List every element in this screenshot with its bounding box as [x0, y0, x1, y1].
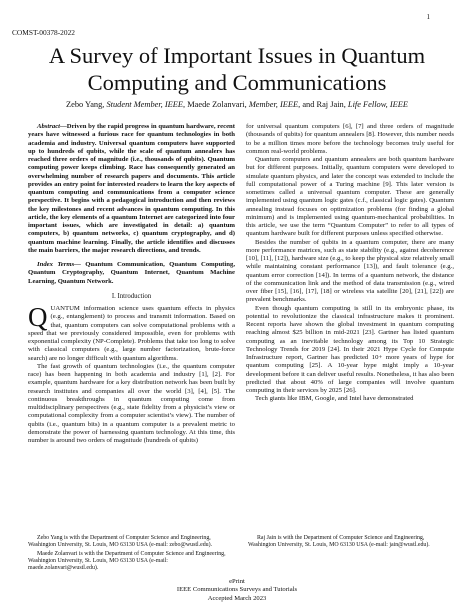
footer-journal: IEEE Communications Surveys and Tutorials — [176, 586, 298, 594]
index-terms-text: — Quantum Communication, Quantum Computing, Quantum Cryptography, Quantum Internet, Quantum Machine Learning, Quantum Network. — [28, 261, 235, 285]
footnotes-left — [28, 535, 228, 573]
left-column — [28, 123, 235, 445]
abstract-text: —Driven by the rapid progress in quantum hardware, recent years have witnessed a furious race for quantum technologies in both academia and industry. Universal quantum computers have supported up to hundreds of qubits, while the scale of quantum annealers has reached three orders of magnitude (i.e., thousands of qubits). Quantum computing power keeps climbing. Race has consequently generated an overwhelming number of research papers and documents. This article provides an entry point for interested readers to learn the key aspects of quantum computing and communications from a computer science perspective. It begins with a pedagogical introduction and then reviews the key milestones and recent advances in quantum computing. In this article, the key elements of a quantum Internet are categorized into four important issues, which are investigated in detail: a) quantum computers, b) quantum networks, c) quantum cryptography, and d) quantum machine learning. Finally, the article identifies and discusses the main barriers, the major research directions, and trends. — [28, 123, 235, 254]
author-1-role: Student Member, IEEE — [106, 100, 183, 109]
abstract — [28, 123, 235, 255]
footer-eprint: ePrint — [229, 578, 245, 585]
footnotes-right — [248, 535, 448, 551]
intro-paragraph-1 — [28, 302, 235, 363]
footnote-author-1: Zebo Yang is with the Department of Computer Science and Engineering, Washington University, St. Louis, MO 63130 USA (e-mail: zebo@wustl.edu). — [28, 535, 213, 549]
author-2-name: , Maede Zolanvari, — [183, 100, 249, 109]
author-2-role: Member, IEEE — [248, 100, 299, 109]
footer-accepted: Accepted March 2023 — [207, 594, 267, 602]
index-terms-label: Index Terms — [37, 261, 75, 268]
author-3-role: Life Fellow, IEEE — [347, 100, 408, 109]
section-heading-introduction: I. Introduction — [111, 292, 152, 300]
document-id: COMST-00378-2022 — [12, 28, 75, 37]
footnote-author-3: Raj Jain is with the Department of Computer Science and Engineering, Washington University, St. Louis, MO 63130 USA (e-mail: jain@wustl.edu). — [248, 535, 430, 549]
page-footer — [0, 578, 474, 603]
author-line — [0, 100, 474, 109]
right-paragraph-3: Besides the number of qubits in a quantum computer, there are many more performance matrices, such as state stability (e.g., against decoherence [10], [11], [12]), hardware size (e.g., to keep the physical size relatively small while maintaining constant performance [13]), and fault tolerance (e.g., quantum error correction [14]). In terms of a quantum network, the distance of the communication link and the method of data transmission (e.g., wired over fiber [15], [16], [17], [18] or wireless via satellite [20], [21], [22]) are prevalent benchmarks. — [246, 238, 454, 304]
right-paragraph-2: Quantum computers and quantum annealers are both quantum hardware but for different purposes. Initially, quantum computers were developed to simulate quantum physics, and later the concept was extended to include the full computational power of a Turing machine [9]. This later version is sometimes called a universal quantum computer. These are generally implemented using quantum logic gates (c.f., classical logic gates). Quantum annealing instead focuses on optimization problems (for finding a global minimum) and is implemented using quantum-mechanical probabilities. In this article, we use the term “Quantum Computer” to refer to all types of quantum hardware built for different purposes unless specified otherwise. — [246, 156, 454, 238]
author-1-name: Zebo Yang, — [66, 100, 107, 109]
dropcap-letter: Q — [28, 302, 48, 332]
intro-paragraph-1-text: UANTUM information science uses quantum effects in physics (e.g., entanglement) to process and transmit information. Based on that, quantum computers can solve computational problems with a speed that we previously considered impossible, even for problems with exponential complexity (NP-Complete). Problems that take too long to solve with classical computers (e.g., large number factorization, brute-force search) are no longer difficult with quantum algorithms. — [28, 305, 235, 362]
index-terms — [28, 261, 235, 286]
author-3-name: , and Raj Jain, — [298, 100, 348, 109]
paper-title: A Survey of Important Issues in Quantum Computing and Communications — [48, 43, 426, 95]
right-paragraph-1: for universal quantum computers [6], [7] and three orders of magnitude (thousands of qubits) for quantum annealers [8]. However, this number needs to be a million times more before the technology becomes truly useful for common real-world problems. — [246, 123, 454, 155]
abstract-label: Abstract — [37, 123, 61, 130]
footnote-author-2: Maede Zolanvari is with the Department of Computer Science and Engineering, Washington University, St. Louis, MO 63130 USA (e-mail: maede.zolanvari@wustl.edu). — [28, 550, 226, 572]
right-paragraph-5: Tech giants like IBM, Google, and Intel have demonstrated — [255, 395, 414, 403]
intro-paragraph-2: The fast growth of quantum technologies (i.e., the quantum computer race) has been happening in both academia and industry [1], [2]. For example, quantum hardware for a key distribution network has been built by research institutes and companies all over the world [3], [4], [5]. The continuous breakthroughs in quantum computing come from multidisciplinary perspectives (e.g., state fidelity from a physicist’s view or computational complexity from a computer scientist’s view). The number of qubits (i.e., quantum bits) in a quantum computer is a prevalent metric to demonstrate the power of harnessing quantum technology. At this time, this number is around two orders of magnitude (hundreds of qubits) — [28, 362, 235, 444]
right-column — [246, 123, 454, 404]
page-number: 1 — [426, 13, 430, 21]
right-paragraph-4: Even though quantum computing is still in its embryonic phase, its potential to revolutionize the classical infrastructure makes it prominent. Recent reports have shown the global investment in quantum computing reaching almost $25 billion in mid-2021 [23]. Gartner has listed quantum computing as an inevitable technology among its Top 10 Strategic Technology Trends for 2019 [24]. In their 2021 Hype Cycle for Compute Infrastructure report, Gartner has predicted 10+ more years of hype for quantum computing [25]. A 10-year hype might imply a 10-year development before it can deliver useful results. Nonetheless, it has also been predicted that about 40% of large companies will involve quantum computing in their services by 2025 [26]. — [246, 304, 454, 394]
